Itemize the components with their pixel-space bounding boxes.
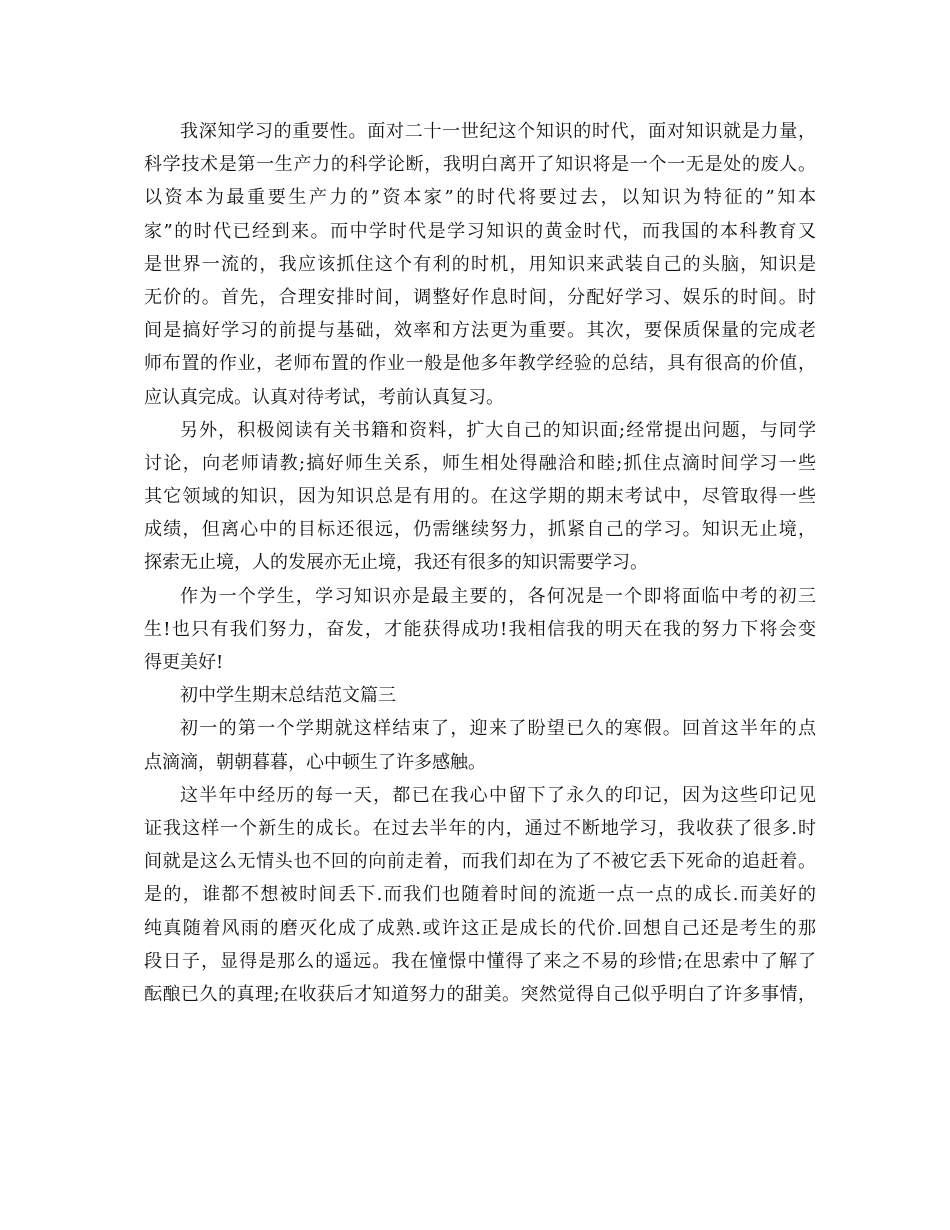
text-line: 我深知学习的重要性。面对二十一世纪这个知识的时代，面对知识就是力量， [180,121,816,142]
text-line: 家”的时代已经到来。而中学时代是学习知识的黄金时代，而我国的本科教育又 [144,220,816,242]
text-line: 证我这样一个新生的成长。在过去半年的内，通过不断地学习，我收获了很多.时 [144,817,816,839]
text-line: 其它领域的知识，因为知识总是有用的。在这学期的期末考试中，尽管取得一些 [144,486,816,508]
document-body [144,115,816,1011]
text-line: 生!也只有我们努力，奋发，才能获得成功!我相信我的明天在我的努力下将会变 [144,618,816,640]
text-line: 另外，积极阅读有关书籍和资料，扩大自己的知识面;经常提出问题，与同学 [180,419,816,441]
text-line: 点滴滴，朝朝暮暮，心中顿生了许多感触。 [144,751,486,773]
text-line: 师布置的作业，老师布置的作业一般是他多年教学经验的总结，具有很高的价值， [144,353,816,375]
text-line: 讨论，向老师请教;搞好师生关系，师生相处得融洽和睦;抓住点滴时间学习一些 [144,452,816,474]
section-heading: 初中学生期末总结范文篇三 [180,685,396,707]
text-line: 应认真完成。认真对待考试，考前认真复习。 [144,386,504,408]
text-line: 间是搞好学习的前提与基础，效率和方法更为重要。其次，要保质保量的完成老 [144,320,816,342]
text-line: 这半年中经历的每一天，都已在我心中留下了永久的印记，因为这些印记见 [180,784,816,806]
text-line: 初一的第一个学期就这样结束了，迎来了盼望已久的寒假。回首这半年的点 [180,718,816,740]
text-line: 间就是这么无情头也不回的向前走着，而我们却在为了不被它丢下死命的追赶着。 [144,851,816,873]
text-line: 是的，谁都不想被时间丢下.而我们也随着时间的流逝一点一点的成长.而美好的 [144,884,816,906]
text-line: 无价的。首先，合理安排时间，调整好作息时间，分配好学习、娱乐的时间。时 [144,286,816,308]
text-line: 科学技术是第一生产力的科学论断，我明白离开了知识将是一个一无是处的废人。 [144,154,816,176]
text-line: 成绩，但离心中的目标还很远，仍需继续努力，抓紧自己的学习。知识无止境， [144,519,816,541]
text-line: 以资本为最重要生产力的”资本家”的时代将要过去，以知识为特征的”知本 [144,187,816,209]
text-line: 作为一个学生，学习知识亦是最主要的，各何况是一个即将面临中考的初三 [180,585,816,607]
text-line: 段日子，显得是那么的遥远。我在憧憬中懂得了来之不易的珍惜;在思索中了解了 [144,950,816,972]
text-line: 是世界一流的，我应该抓住这个有利的时机，用知识来武装自己的头脑，知识是 [144,253,816,275]
text-line: 酝酿已久的真理;在收获后才知道努力的甜美。突然觉得自己似乎明白了许多事情， [144,983,816,1005]
text-line: 纯真随着风雨的磨灭化成了成熟.或许这正是成长的代价.回想自己还是考生的那 [144,917,816,939]
text-line: 得更美好! [144,652,224,673]
text-line: 探索无止境，人的发展亦无止境，我还有很多的知识需要学习。 [144,552,648,574]
